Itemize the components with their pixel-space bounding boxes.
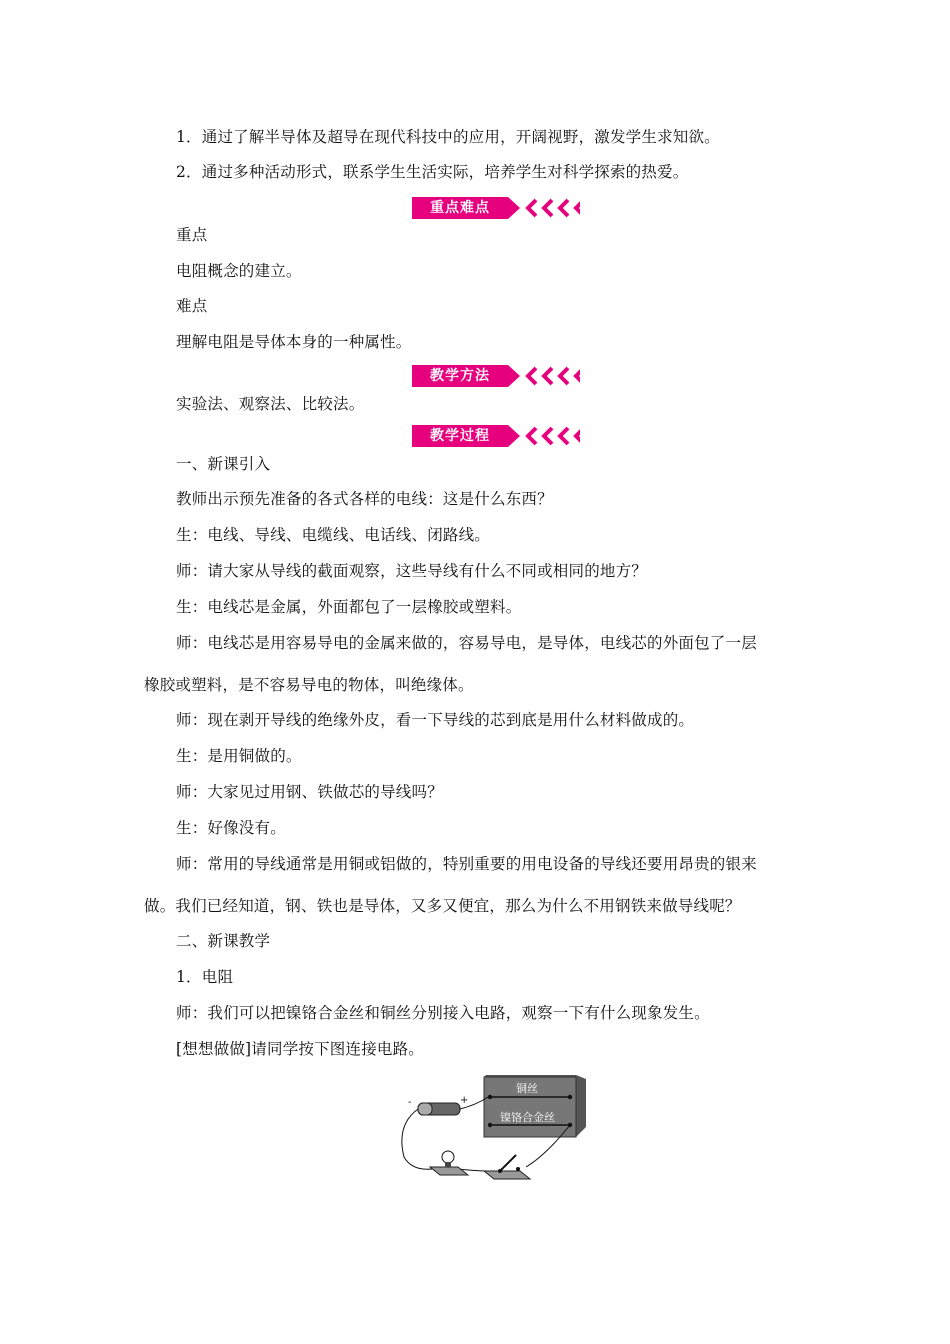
paragraph: 师：我们可以把镍铬合金丝和铜丝分别接入电路，观察一下有什么现象发生。 (176, 1004, 710, 1022)
paragraph: 生：好像没有。 (176, 819, 286, 837)
goal-1: 1．通过了解半导体及超导在现代科技中的应用，开阔视野，激发学生求知欲。 (176, 128, 720, 146)
paragraph: [想想做做]请同学按下图连接电路。 (176, 1040, 424, 1058)
key-heading: 重点 (176, 226, 208, 244)
paragraph: 师：电线芯是用容易导电的金属来做的，容易导电，是导体，电线芯的外面包了一层 (176, 634, 757, 652)
circuit-figure (396, 1075, 586, 1187)
paragraph: 师：大家见过用钢、铁做芯的导线吗？ (176, 783, 443, 801)
paragraph: 生：电线芯是金属，外面都包了一层橡胶或塑料。 (176, 598, 522, 616)
label-copper: 铜丝 (516, 1082, 538, 1095)
chevrons-icon (500, 197, 580, 219)
paragraph: 做。我们已经知道，钢、铁也是导体，又多又便宜，那么为什么不用钢铁来做导线呢？ (144, 897, 741, 915)
chevrons-icon (500, 425, 580, 447)
paragraph: 一、新课引入 (176, 455, 271, 473)
paragraph: 生：是用铜做的。 (176, 747, 302, 765)
section-banner-method (412, 365, 578, 387)
paragraph: 教师出示预先准备的各式各样的电线：这是什么东西？ (176, 490, 553, 508)
section-title-key-difficult: 重点难点 (412, 197, 508, 219)
bulb-icon (442, 1151, 454, 1163)
goal-2: 2．通过多种活动形式，联系学生生活实际，培养学生对科学探索的热爱。 (176, 163, 689, 181)
section-title-method: 教学方法 (412, 365, 508, 387)
difficult-text: 理解电阻是导体本身的一种属性。 (176, 333, 412, 351)
methods-text: 实验法、观察法、比较法。 (176, 395, 365, 413)
chevrons-icon (500, 365, 580, 387)
battery-plus-label: + (460, 1095, 469, 1106)
section-banner-process (412, 425, 578, 447)
switch-base (484, 1171, 530, 1179)
paragraph: 1．电阻 (176, 968, 234, 986)
paragraph: 师：请大家从导线的截面观察，这些导线有什么不同或相同的地方？ (176, 562, 648, 580)
label-nichrome: 镍铬合金丝 (500, 1111, 555, 1124)
section-title-process: 教学过程 (412, 425, 508, 447)
paragraph: 二、新课教学 (176, 932, 271, 950)
paragraph: 橡胶或塑料，是不容易导电的物体，叫绝缘体。 (144, 676, 474, 694)
switch-lever (500, 1155, 516, 1171)
key-text: 电阻概念的建立。 (176, 262, 302, 280)
difficult-heading: 难点 (176, 297, 208, 315)
section-banner-key-difficult (412, 197, 578, 219)
paragraph: 师：常用的导线通常是用铜或铝做的，特别重要的用电设备的导线还要用昂贵的银来 (176, 855, 757, 873)
paragraph: 生：电线、导线、电缆线、电话线、闭路线。 (176, 526, 491, 544)
battery-minus-label: - (408, 1097, 412, 1108)
bulb-base (430, 1167, 468, 1175)
paragraph: 师：现在剥开导线的绝缘外皮，看一下导线的芯到底是用什么材料做成的。 (176, 711, 695, 729)
